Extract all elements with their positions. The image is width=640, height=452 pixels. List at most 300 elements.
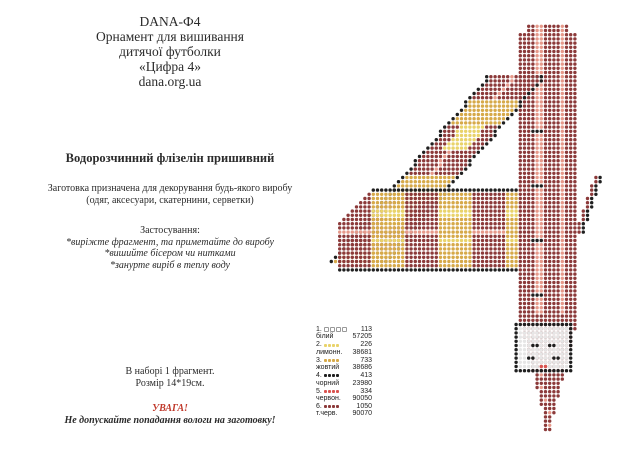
- bead: [535, 226, 538, 229]
- bead: [561, 176, 564, 179]
- bead: [561, 281, 564, 284]
- bead: [485, 197, 488, 200]
- bead: [384, 222, 387, 225]
- bead: [456, 113, 459, 116]
- bead: [443, 205, 446, 208]
- bead: [556, 37, 559, 40]
- bead: [430, 176, 433, 179]
- bead: [519, 327, 522, 330]
- bead: [489, 75, 492, 78]
- bead: [422, 247, 425, 250]
- bead: [338, 251, 341, 254]
- bead: [540, 205, 543, 208]
- bead: [561, 298, 564, 301]
- bead: [552, 134, 555, 137]
- bead: [556, 180, 559, 183]
- bead: [582, 222, 585, 225]
- bead: [531, 146, 534, 149]
- bead: [540, 260, 543, 263]
- bead: [552, 172, 555, 175]
- bead: [531, 356, 534, 359]
- bead: [376, 205, 379, 208]
- bead: [523, 340, 526, 343]
- bead: [569, 75, 572, 78]
- bead: [565, 256, 568, 259]
- bead: [338, 268, 341, 271]
- bead: [376, 239, 379, 242]
- bead: [418, 193, 421, 196]
- bead: [363, 197, 366, 200]
- bead: [573, 113, 576, 116]
- bead: [464, 235, 467, 238]
- bead: [355, 230, 358, 233]
- bead: [472, 113, 475, 116]
- bead: [376, 209, 379, 212]
- bead: [548, 323, 551, 326]
- bead: [435, 264, 438, 267]
- bead: [565, 230, 568, 233]
- bead: [565, 277, 568, 280]
- bead: [502, 121, 505, 124]
- bead: [527, 138, 530, 141]
- bead: [493, 251, 496, 254]
- bead: [544, 289, 547, 292]
- bead: [414, 260, 417, 263]
- bead: [544, 163, 547, 166]
- bead: [556, 277, 559, 280]
- bead: [456, 251, 459, 254]
- bead: [561, 58, 564, 61]
- bead: [540, 104, 543, 107]
- bead: [498, 100, 501, 103]
- bead: [464, 104, 467, 107]
- bead: [355, 243, 358, 246]
- bead: [435, 159, 438, 162]
- bead: [540, 277, 543, 280]
- bead: [401, 239, 404, 242]
- bead: [523, 41, 526, 44]
- bead: [552, 109, 555, 112]
- bead: [435, 239, 438, 242]
- bead: [510, 226, 513, 229]
- bead: [548, 373, 551, 376]
- bead: [552, 298, 555, 301]
- bead: [481, 222, 484, 225]
- bead: [552, 243, 555, 246]
- bead: [418, 155, 421, 158]
- bead: [472, 201, 475, 204]
- bead: [540, 365, 543, 368]
- bead: [519, 340, 522, 343]
- bead: [430, 188, 433, 191]
- bead: [552, 75, 555, 78]
- bead: [561, 193, 564, 196]
- bead: [401, 218, 404, 221]
- bead: [569, 306, 572, 309]
- bead: [401, 184, 404, 187]
- bead: [573, 184, 576, 187]
- bead: [372, 209, 375, 212]
- bead: [561, 134, 564, 137]
- bead: [544, 424, 547, 427]
- legend-number: 6.: [316, 403, 322, 411]
- bead: [573, 226, 576, 229]
- bead: [451, 138, 454, 141]
- bead: [569, 230, 572, 233]
- bead: [540, 319, 543, 322]
- bead: [418, 167, 421, 170]
- bead: [468, 142, 471, 145]
- bead: [472, 264, 475, 267]
- bead: [443, 218, 446, 221]
- bead: [493, 134, 496, 137]
- bead: [531, 251, 534, 254]
- bead: [598, 176, 601, 179]
- bead: [397, 222, 400, 225]
- bead: [594, 176, 597, 179]
- bead: [430, 214, 433, 217]
- bead: [426, 201, 429, 204]
- bead: [510, 218, 513, 221]
- bead: [569, 33, 572, 36]
- bead: [531, 302, 534, 305]
- bead: [472, 121, 475, 124]
- bead: [489, 79, 492, 82]
- legend-count: 1050: [356, 403, 372, 411]
- bead: [409, 180, 412, 183]
- bead: [569, 146, 572, 149]
- bead: [359, 209, 362, 212]
- bead: [556, 138, 559, 141]
- bead: [573, 251, 576, 254]
- bead: [527, 268, 530, 271]
- bead: [561, 172, 564, 175]
- bead: [481, 109, 484, 112]
- bead: [569, 310, 572, 313]
- bead: [456, 264, 459, 267]
- bead: [523, 96, 526, 99]
- bead: [544, 268, 547, 271]
- bead: [552, 356, 555, 359]
- bead: [535, 71, 538, 74]
- bead: [468, 109, 471, 112]
- bead: [523, 243, 526, 246]
- bead: [540, 180, 543, 183]
- bead: [502, 109, 505, 112]
- bead: [393, 214, 396, 217]
- bead: [552, 382, 555, 385]
- bead: [552, 268, 555, 271]
- bead: [548, 411, 551, 414]
- bead: [418, 264, 421, 267]
- bead: [456, 197, 459, 200]
- bead: [409, 205, 412, 208]
- bead: [481, 201, 484, 204]
- bead: [556, 331, 559, 334]
- bead: [561, 222, 564, 225]
- bead: [544, 33, 547, 36]
- bead: [548, 193, 551, 196]
- bead: [519, 151, 522, 154]
- bead: [372, 218, 375, 221]
- bead: [548, 205, 551, 208]
- bead: [561, 327, 564, 330]
- bead: [527, 277, 530, 280]
- bead: [439, 256, 442, 259]
- bead: [514, 264, 517, 267]
- bead: [573, 155, 576, 158]
- bead: [544, 256, 547, 259]
- bead: [456, 239, 459, 242]
- bead: [569, 264, 572, 267]
- bead: [535, 159, 538, 162]
- bead: [451, 121, 454, 124]
- bead: [493, 226, 496, 229]
- bead: [456, 121, 459, 124]
- bead: [418, 172, 421, 175]
- bead: [556, 335, 559, 338]
- bead: [552, 92, 555, 95]
- bead: [514, 96, 517, 99]
- bead: [397, 197, 400, 200]
- bead: [355, 239, 358, 242]
- bead: [531, 256, 534, 259]
- legend-color-name: жовтий: [316, 364, 340, 372]
- bead: [498, 121, 501, 124]
- bead: [552, 247, 555, 250]
- bead: [456, 247, 459, 250]
- bead: [426, 209, 429, 212]
- bead: [451, 222, 454, 225]
- bead: [561, 50, 564, 53]
- bead: [519, 205, 522, 208]
- bead: [435, 260, 438, 263]
- bead: [502, 113, 505, 116]
- bead: [451, 188, 454, 191]
- bead: [346, 268, 349, 271]
- bead: [544, 29, 547, 32]
- bead: [498, 197, 501, 200]
- bead: [472, 117, 475, 120]
- bead: [565, 50, 568, 53]
- bead: [531, 214, 534, 217]
- bead: [397, 243, 400, 246]
- bead: [502, 247, 505, 250]
- bead: [544, 398, 547, 401]
- bead: [527, 184, 530, 187]
- bead: [426, 151, 429, 154]
- bead: [384, 264, 387, 267]
- bead: [519, 361, 522, 364]
- bead: [548, 361, 551, 364]
- bead: [594, 180, 597, 183]
- bead: [510, 104, 513, 107]
- bead: [569, 46, 572, 49]
- bead: [451, 180, 454, 183]
- bead: [363, 201, 366, 204]
- bead: [372, 193, 375, 196]
- bead: [443, 176, 446, 179]
- bead: [531, 167, 534, 170]
- bead: [535, 281, 538, 284]
- bead: [355, 209, 358, 212]
- bead: [565, 356, 568, 359]
- bead: [435, 209, 438, 212]
- bead: [565, 29, 568, 32]
- bead: [498, 96, 501, 99]
- bead: [376, 197, 379, 200]
- bead: [544, 100, 547, 103]
- bead: [401, 222, 404, 225]
- bead: [544, 377, 547, 380]
- bead: [523, 54, 526, 57]
- bead: [561, 314, 564, 317]
- bead: [544, 314, 547, 317]
- bead: [527, 289, 530, 292]
- bead: [556, 121, 559, 124]
- bead: [351, 239, 354, 242]
- bead: [569, 239, 572, 242]
- bead: [535, 109, 538, 112]
- bead: [443, 130, 446, 133]
- bead: [531, 348, 534, 351]
- bead: [552, 361, 555, 364]
- bead: [464, 251, 467, 254]
- bead: [556, 197, 559, 200]
- bead: [552, 54, 555, 57]
- bead: [481, 96, 484, 99]
- bead: [493, 125, 496, 128]
- bead: [519, 121, 522, 124]
- bead: [523, 117, 526, 120]
- bead: [544, 365, 547, 368]
- bead: [531, 264, 534, 267]
- bead: [409, 230, 412, 233]
- bead: [556, 130, 559, 133]
- bead: [481, 138, 484, 141]
- bead: [498, 264, 501, 267]
- bead: [355, 260, 358, 263]
- bead: [573, 293, 576, 296]
- bead: [527, 50, 530, 53]
- bead: [544, 155, 547, 158]
- bead: [527, 134, 530, 137]
- bead: [573, 268, 576, 271]
- bead: [573, 117, 576, 120]
- bead: [548, 356, 551, 359]
- bead: [443, 125, 446, 128]
- bead: [472, 243, 475, 246]
- bead: [535, 361, 538, 364]
- bead: [342, 256, 345, 259]
- bead: [569, 235, 572, 238]
- bead: [527, 130, 530, 133]
- bead: [552, 79, 555, 82]
- bead: [380, 260, 383, 263]
- bead: [485, 247, 488, 250]
- bead: [510, 201, 513, 204]
- bead: [565, 125, 568, 128]
- bead: [481, 125, 484, 128]
- bead: [342, 239, 345, 242]
- bead: [523, 130, 526, 133]
- bead: [506, 117, 509, 120]
- bead: [477, 201, 480, 204]
- bead: [552, 394, 555, 397]
- bead: [502, 214, 505, 217]
- bead: [443, 188, 446, 191]
- bead: [359, 218, 362, 221]
- bead: [367, 268, 370, 271]
- bead: [548, 121, 551, 124]
- bead: [388, 239, 391, 242]
- bead: [565, 121, 568, 124]
- bead: [569, 167, 572, 170]
- bead: [561, 209, 564, 212]
- bead: [552, 50, 555, 53]
- bead: [367, 222, 370, 225]
- bead: [586, 201, 589, 204]
- bead: [544, 92, 547, 95]
- bead: [443, 180, 446, 183]
- bead: [523, 218, 526, 221]
- bead: [405, 243, 408, 246]
- bead: [388, 256, 391, 259]
- bead: [544, 83, 547, 86]
- bead: [556, 390, 559, 393]
- bead: [552, 83, 555, 86]
- bead: [590, 193, 593, 196]
- bead: [540, 373, 543, 376]
- bead: [556, 298, 559, 301]
- bead: [502, 79, 505, 82]
- bead: [527, 201, 530, 204]
- legend-code: 90050: [352, 395, 372, 403]
- bead: [544, 188, 547, 191]
- bead: [355, 205, 358, 208]
- bead: [460, 117, 463, 120]
- bead: [435, 163, 438, 166]
- bead: [372, 243, 375, 246]
- bead: [367, 197, 370, 200]
- bead: [544, 113, 547, 116]
- bead: [556, 256, 559, 259]
- bead: [510, 256, 513, 259]
- bead: [418, 209, 421, 212]
- bead: [443, 146, 446, 149]
- bead: [506, 113, 509, 116]
- description-line-1: Заготовка призначена для декорування будь-якого виробу: [47, 183, 293, 194]
- bead: [523, 272, 526, 275]
- bead: [544, 75, 547, 78]
- bead: [430, 172, 433, 175]
- bead: [561, 104, 564, 107]
- bead: [346, 260, 349, 263]
- bead: [527, 109, 530, 112]
- bead: [573, 239, 576, 242]
- bead: [363, 268, 366, 271]
- bead: [556, 218, 559, 221]
- bead: [561, 37, 564, 40]
- bead: [519, 243, 522, 246]
- bead: [552, 310, 555, 313]
- bead: [523, 71, 526, 74]
- bead: [489, 247, 492, 250]
- bead: [422, 256, 425, 259]
- bead: [535, 268, 538, 271]
- bead: [556, 117, 559, 120]
- bead: [498, 104, 501, 107]
